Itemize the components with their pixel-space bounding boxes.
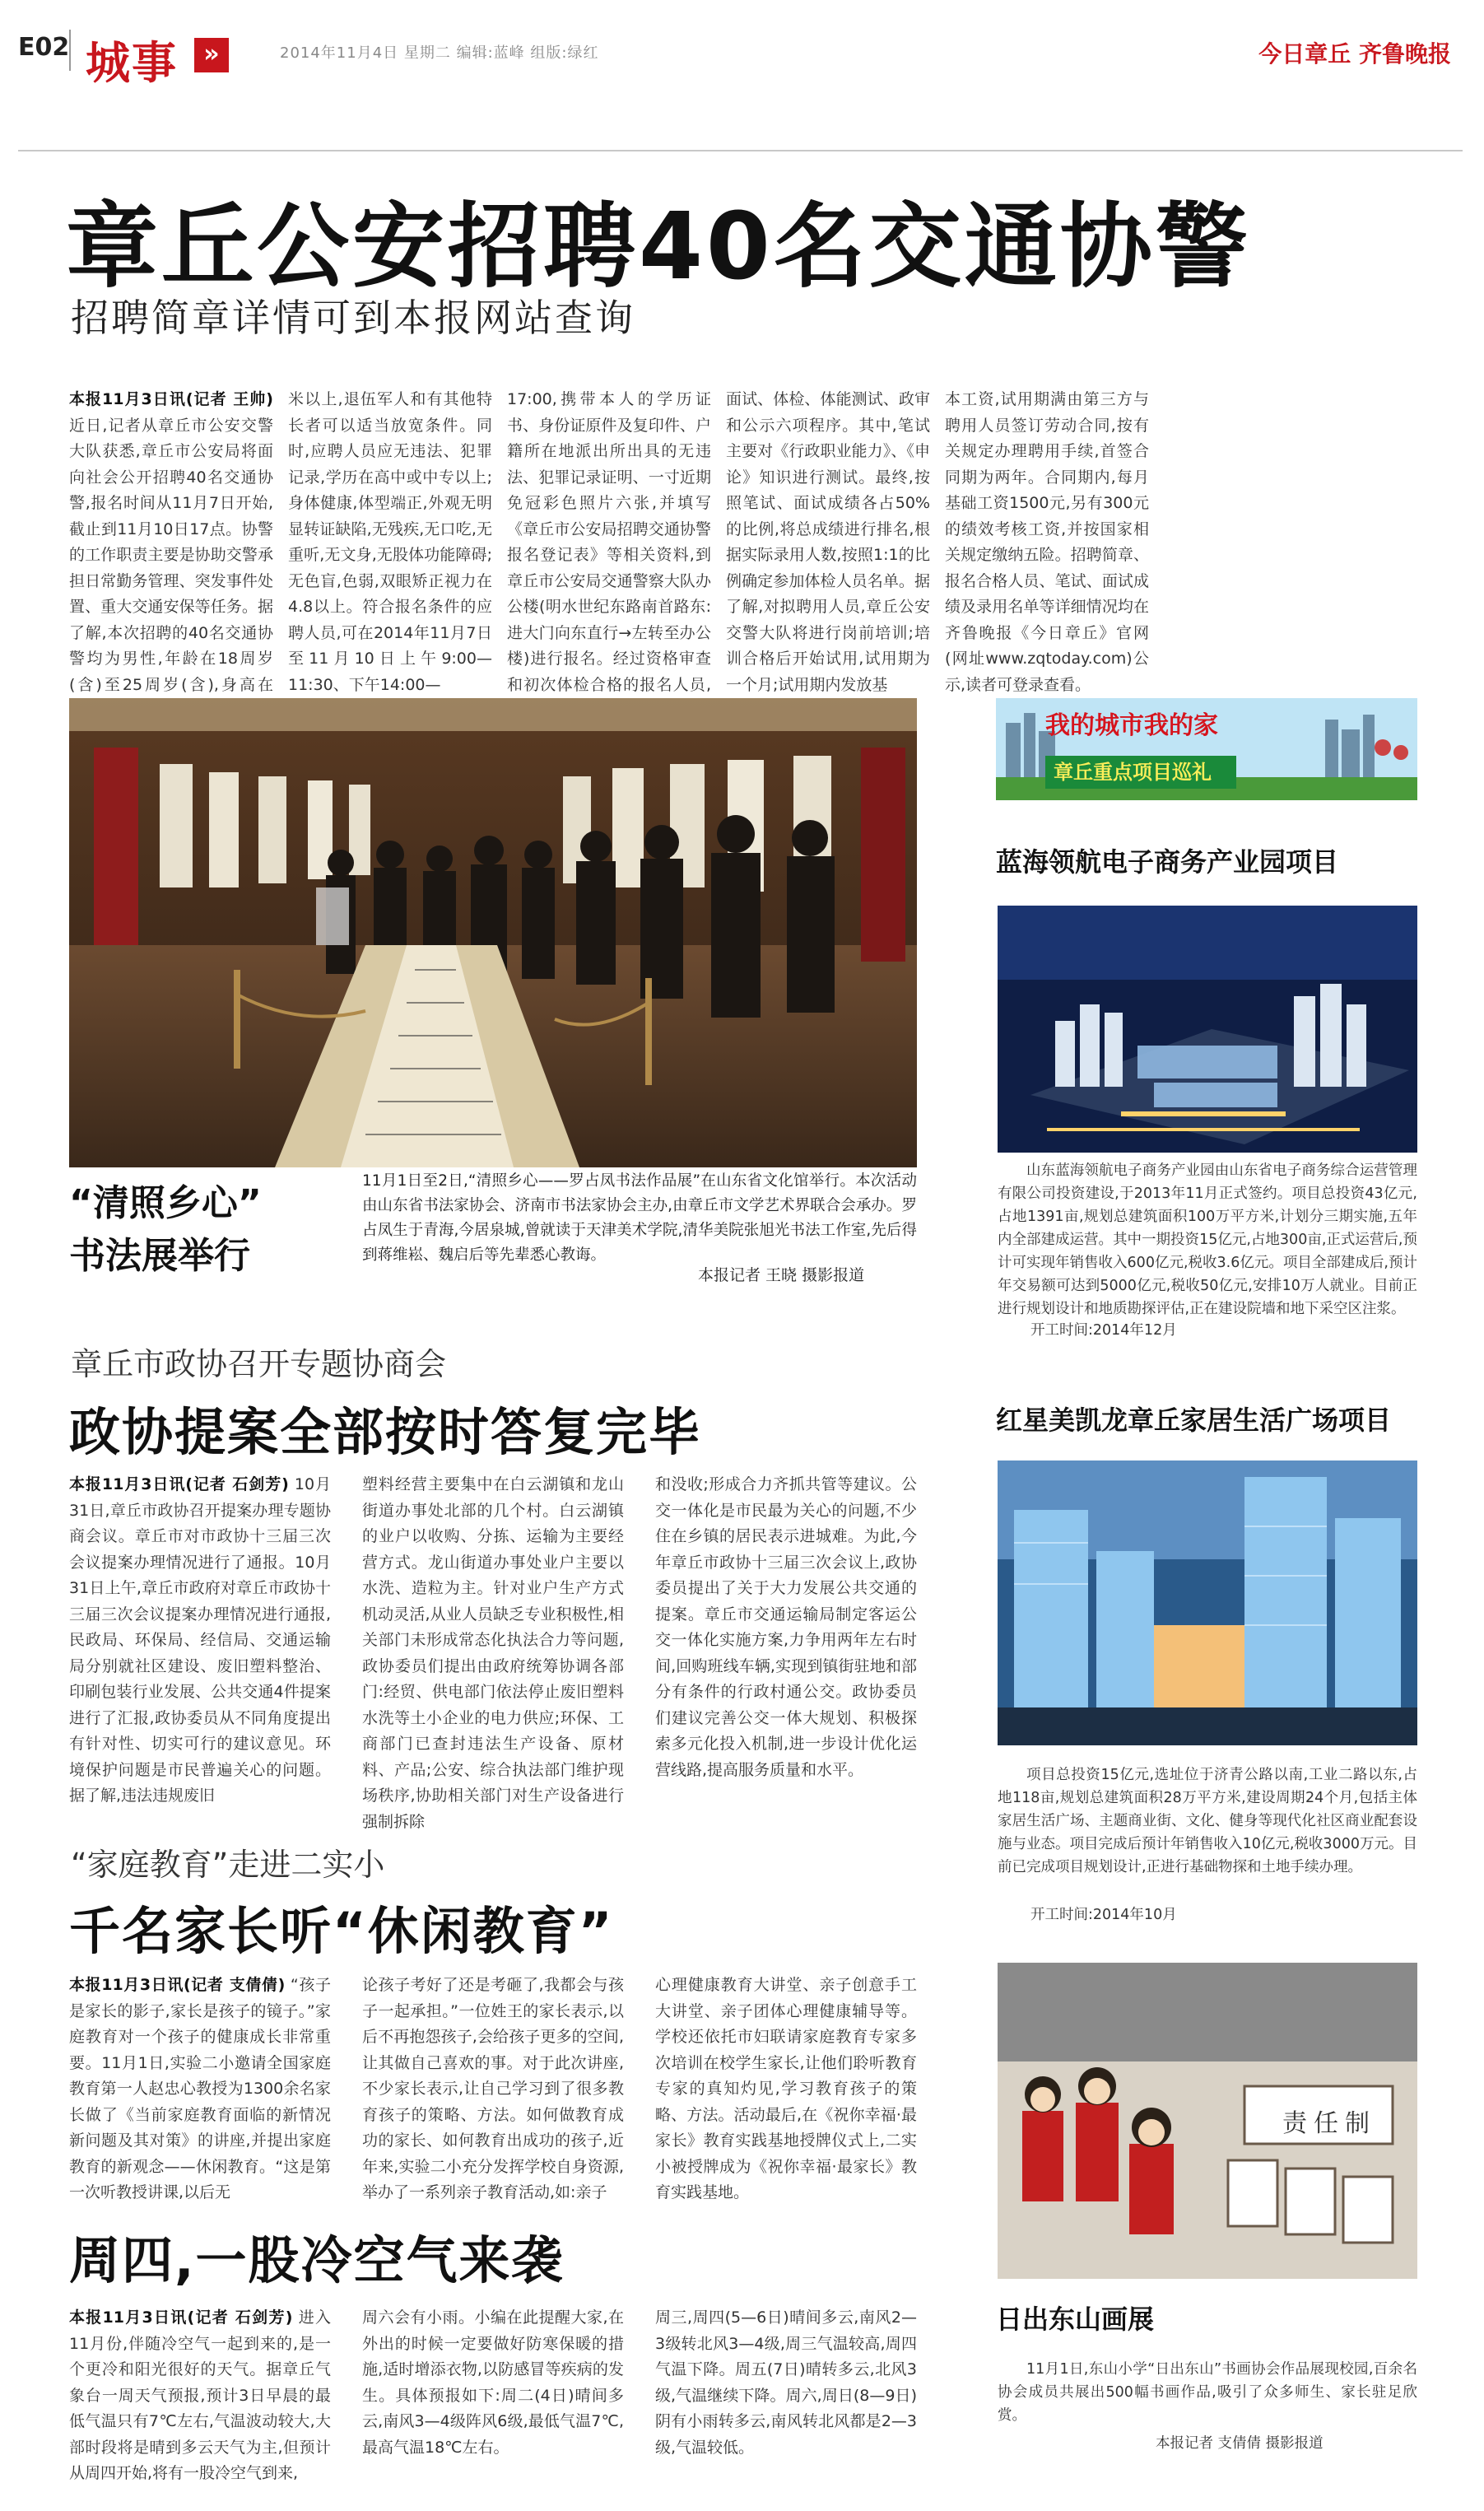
story2-col2: 塑料经营主要集中在白云湖镇和龙山街道办事处北部的几个村。白云湖镇的业户以收购、分拣、运输为主要经营方式。龙山街道办事处业户主要以水洗、造粒为主。针对业户生产方式机动灵活,从业人员缺乏专业积极性,相关部门未形成常态化执法合力等问题,政协委员们提出由政府统筹协调各部门:经贸、供电部门依法停止废旧塑料水洗等土小企业的电力供应;环保、工商部门已查封违法生产设备、原材料、产品;公安、综合执法部门维护现场秩序,协助相关部门对生产设备进行强制拆除	[362, 1475, 624, 1831]
project2-title: 红星美凯龙章丘家居生活广场项目	[996, 1405, 1392, 1436]
story1-col4: 面试、体检、体能测试、政审和公示六项程序。其中,笔试主要对《行政职业能力》、《申论》知识进行测试。最终,按照笔试、面试成绩各占50%的比例,将总成绩进行排名,根据实际录用人数,按照1:1的比例确定参加体检人员名单。据了解,对拟聘用人员,章丘公安交警大队将进行岗前培训;培训合格后开始试用,试用期为一个月;试用期内发放基	[726, 390, 930, 694]
section-arrow-icon: »	[194, 38, 229, 72]
header-divider	[69, 30, 71, 71]
story3-col2: 论孩子考好了还是考砸了,我都会与孩子一起承担。”一位姓王的家长表示,以后不再抱怨孩子,会给孩子更多的空间,让其做自己喜欢的事。对于此次讲座,不少家长表示,让自己学习到了很多教育孩子的策略、方法。如何做教育成功的家长、如何教育出成功的孩子,近年来,实验二小充分发挥学校自身资源,举办了一系列亲子教育活动,如:亲子	[362, 1976, 624, 2201]
story3-byline: 本报11月3日讯(记者 支倩倩)	[69, 1976, 286, 1994]
project2-description: 项目总投资15亿元,选址位于济青公路以南,工业二路以东,占地118亩,规划总建筑面积28万平方米,建设周期24个月,包括主体家居生活广场、主题商业街、文化、健身等现代化社区商业配套设施与业态。项目完成后预计年销售收入10亿元,税收3000万元。目前已完成项目规划设计,正进行基础物探和土地手续办理。	[998, 1767, 1417, 1875]
project1-description: 山东蓝海领航电子商务产业园由山东省电子商务综合运营管理有限公司投资建设,于2013年11月正式签约。项目总投资43亿元,占地1391亩,规划总建筑面积100万平方米,计划分三期实施,五年内全部建成运营。其中一期投资15亿元,占地300亩,正式运营后,预计可实现年销售收入600亿元,税收3.6亿元。项目全部建成后,预计年交易额可达到5000亿元,税收50亿元,安排10万人就业。目前正进行规划设计和地质勘探评估,正在建设院墙和地下采空区注浆。	[998, 1162, 1417, 1317]
story4-col1-text: 进入11月份,伴随冷空气一起到来的,是一个更冷和阳光很好的天气。据章丘气象台一周天气预报,预计3日早晨的最低气温只有7℃左右,气温波动较大,大部时段将是晴到多云天气为主,但预计从周四开始,将有一股冷空气到来,	[69, 2308, 331, 2482]
project2-start-date: 开工时间:2014年10月	[1030, 1907, 1177, 1923]
project1-start-date: 开工时间:2014年12月	[1030, 1322, 1177, 1339]
story1-col1-text: 近日,记者从章丘市公安交警大队获悉,章丘市公安局将面向社会公开招聘40名交通协警,报名时间从11月7日开始,截止到11月10日17点。协警的工作职责主要是协助交警承担日常勤务管理、突发事件处置、重大交通安保等任务。据了解,本次招聘的40名交通协警均为男性,年龄在18周岁(含)至25周岁(含),身高在	[69, 416, 273, 694]
story1-col5: 本工资,试用期满由第三方与聘用人员签订劳动合同,按有关规定办理聘用手续,首签合同期为两年。合同期内,每月基础工资1500元,另有300元的绩效考核工资,并按国家相关规定缴纳五险。招聘简章、报名合格人员、笔试、面试成绩及录用名单等详细情况均在齐鲁晚报《今日章丘》官网(网址www.zqtoday.com)公示,读者可登录查看。	[945, 390, 1149, 694]
story4-col1	[69, 2305, 331, 2488]
header-meta: 2014年11月4日 星期二 编辑:蓝峰 组版:绿红	[280, 44, 599, 62]
main-headline: 章丘公安招聘40名交通协警	[66, 193, 1251, 300]
story1-col2: 米以上,退伍军人和有其他特长者可以适当放宽条件。同时,应聘人员应无违法、犯罪记录,学历在高中或中专以上;身体健康,体型端正,外观无明显转证缺陷,无残疾,无口吃,无重听,无文身,无股体功能障碍;无色盲,色弱,双眼矫正视力在4.8以上。符合报名条件的应聘人员,可在2014年11月7日至11月10日上午9:00—11:30、下午14:00—	[288, 390, 492, 694]
photo1-credit: 本报记者 王晓 摄影报道	[698, 1266, 865, 1284]
project2-photo	[998, 1460, 1417, 1745]
story2-col1	[69, 1472, 331, 1818]
story1-col1	[69, 387, 273, 694]
page-code: E02	[18, 33, 70, 62]
story3-col1	[69, 1973, 331, 2201]
project3-photo	[998, 1963, 1417, 2279]
story1-byline: 本报11月3日讯(记者 王帅)	[69, 390, 273, 408]
story2-col3: 和没收;形成合力齐抓共管等建议。公交一体化是市民最为关心的问题,不少住在乡镇的居民表示进城难。为此,今年章丘市政协十三届三次会议上,政协委员提出了关于大力发展公共交通的提案。章丘市交通运输局制定客运公交一体化实施方案,力争用两年左右时间,回购班线车辆,实现到镇街驻地和部分有条件的行政村通公交。政协委员们建议完善公交一体大规划、积极探索多元化投入机制,进一步设计优化运营线路,提高服务质量和水平。	[655, 1475, 917, 1779]
promo-banner	[996, 698, 1417, 800]
project1-title: 蓝海领航电子商务产业园项目	[996, 846, 1339, 878]
story4-col3: 周三,周四(5—6日)晴间多云,南风2—3级转北风3—4级,周三气温较高,周四气温下降。周五(7日)晴转多云,北风3级,气温继续下降。周六,周日(8—9日)阴有小雨转多云,南风转北风都是2—3级,气温较低。	[655, 2308, 917, 2457]
section-name: 城事	[86, 36, 178, 89]
story1-col3: 17:00,携带本人的学历证书、身份证原件及复印件、户籍所在地派出所出具的无违法、犯罪记录证明、一寸近期免冠彩色照片六张,并填写《章丘市公安局招聘交通协警报名登记表》等相关资料,到章丘市公安局交通警察大队办公楼(明水世纪东路南首路东:进大门向东直行→左转至办公楼)进行报名。经过资格审查和初次体检合格的报名人员,	[507, 390, 711, 694]
promo-banner-line1: 我的城市我的家	[1045, 711, 1218, 740]
project1-photo	[998, 906, 1417, 1153]
story3-kicker: “家庭教育”走进二实小	[71, 1847, 385, 1883]
story2-kicker: 章丘市政协召开专题协商会	[71, 1346, 447, 1382]
story4-headline: 周四,一股冷空气来袭	[69, 2230, 565, 2290]
project3-credit: 本报记者 支倩倩 摄影报道	[1156, 2435, 1324, 2452]
project3-title: 日出东山画展	[996, 2304, 1155, 2335]
story3-col1-text: “孩子是家长的影子,家长是孩子的镜子。”家庭教育对一个孩子的健康成长非常重要。11月1日,实验二小邀请全国家庭教育第一人赵忠心教授为1300余名家长做了《当前家庭教育面临的新情况新问题及其对策》的讲座,并提出家庭教育的新观念——休闲教育。“这是第一次听教授讲课,以后无	[69, 1976, 331, 2201]
artwork-sign: 责任制	[1282, 2109, 1376, 2138]
story4-byline: 本报11月3日讯(记者 石剑芳)	[69, 2308, 293, 2327]
story2-col1-text: 10月31日,章丘市政协召开提案办理专题协商会议。章丘市对市政协十三届三次会议提案办理情况进行了通报。10月31日上午,章丘市政府对章丘市政协十三届三次会议提案办理情况进行通报,民政局、环保局、经信局、交通运输局分别就社区建设、废旧塑料整治、印刷包装行业发展、公共交通4件提案进行了汇报,政协委员从不同角度提出有针对性、切实可行的建议意见。环境保护问题是市民普遍关心的问题。据了解,违法违规废旧	[69, 1475, 331, 1805]
story2-headline: 政协提案全部按时答复完毕	[69, 1402, 702, 1462]
calligraphy-exhibition-photo	[69, 698, 917, 1167]
home-plaza-rendering	[998, 1460, 1417, 1745]
photo1-caption-title-line2: 书法展举行	[69, 1235, 250, 1277]
calligraphy-exhibition-illustration	[69, 698, 917, 1167]
promo-banner-line2: 章丘重点项目巡礼	[1045, 756, 1236, 789]
story3-headline: 千名家长听“休闲教育”	[69, 1901, 614, 1961]
header-masthead: 今日章丘 齐鲁晚报	[1258, 40, 1451, 68]
story4-col2: 周六会有小雨。小编在此提醒大家,在外出的时候一定要做好防寒保暖的措施,适时增添衣物,以防感冒等疾病的发生。具体预报如下:周二(4日)晴间多云,南风3—4级阵风6级,最低气温7℃,最高气温18℃左右。	[362, 2308, 624, 2457]
story3-col3: 心理健康教育大讲堂、亲子创意手工大讲堂、亲子团体心理健康辅导等。学校还依托市妇联请家庭教育专家多次培训在校学生家长,让他们聆听教育专家的真知灼见,学习教育孩子的策略、方法。活动最后,在《祝你幸福·最家长》教育实践基地授牌仪式上,二实小被授牌成为《祝你幸福·最家长》教育实践基地。	[655, 1976, 917, 2201]
photo1-caption-title-line1: “清照乡心”	[69, 1182, 262, 1224]
ecommerce-park-rendering	[998, 906, 1417, 1153]
photo1-caption-title	[69, 1177, 262, 1283]
main-subheadline: 招聘简章详情可到本报网站查询	[71, 296, 635, 340]
header-rule	[18, 150, 1463, 151]
project3-description: 11月1日,东山小学“日出东山”书画协会作品展现校园,百余名协会成员共展出500幅书画作品,吸引了众多师生、家长驻足欣赏。	[998, 2361, 1417, 2424]
story2-byline: 本报11月3日讯(记者 石剑芳)	[69, 1475, 289, 1493]
photo1-caption: 11月1日至2日,“清照乡心——罗占凤书法作品展”在山东省文化馆举行。本次活动由山东省书法家协会、济南市书法家协会主办,由章丘市文学艺术界联合会承办。罗占凤生于青海,今居泉城,曾就读于天津美术学院,清华美院张旭光书法工作室,先后得到蒋维崧、魏启后等先辈悉心教诲。	[362, 1172, 917, 1264]
